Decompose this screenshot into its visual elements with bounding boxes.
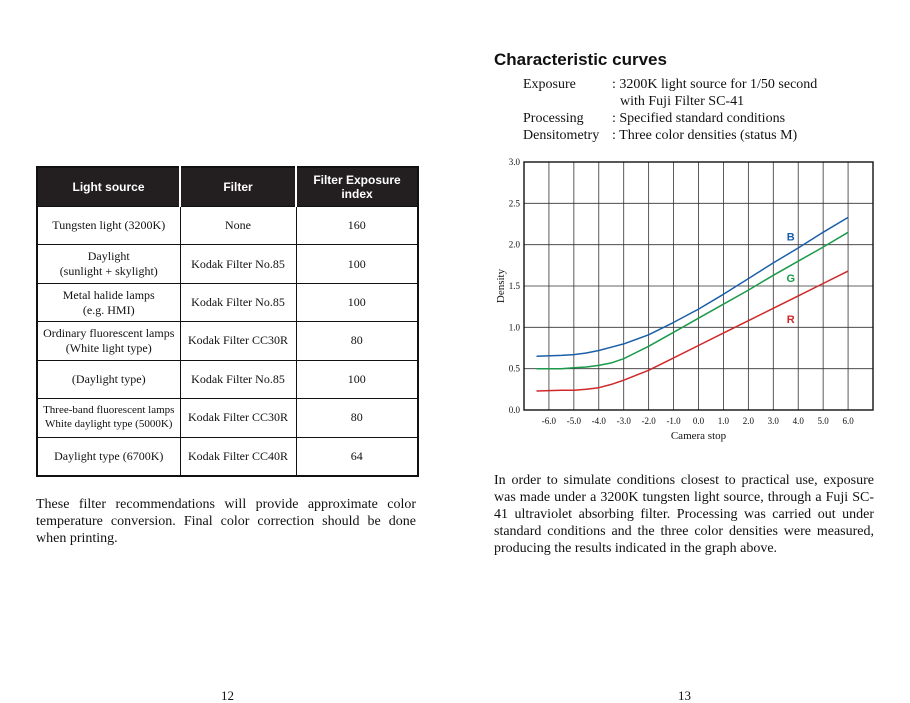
processing-value: : Specified standard conditions: [612, 111, 786, 126]
y-tick-label: 2.0: [508, 239, 520, 250]
light-source-cell: Three-band fluorescent lamps White daylight type (5000K): [37, 399, 180, 437]
light-source-cell: Daylight type (6700K): [37, 437, 180, 476]
light-source-cell: (Daylight type): [37, 360, 180, 398]
y-tick-label: 0.0: [508, 405, 520, 415]
y-tick-label: 1.5: [508, 281, 520, 291]
exposure-index-cell: 160: [296, 207, 418, 245]
exposure-value-2: with Fuji Filter SC-41: [620, 94, 745, 109]
y-tick-label: 3.0: [508, 157, 520, 167]
filter-cell: Kodak Filter CC40R: [180, 437, 296, 476]
processing-label: Processing: [523, 111, 584, 126]
series-line-r: [537, 271, 849, 391]
x-tick-label: -1.0: [666, 416, 681, 426]
filter-cell: Kodak Filter No.85: [180, 360, 296, 398]
light-source-cell: Metal halide lamps (e.g. HMI): [37, 283, 180, 321]
y-tick-label: 1.0: [508, 322, 520, 333]
exposure-index-cell: 100: [296, 283, 418, 321]
densitometry-label: Densitometry: [523, 128, 600, 143]
x-tick-label: 1.0: [717, 416, 730, 426]
exposure-index-cell: 80: [296, 399, 418, 437]
x-tick-label: -6.0: [541, 416, 557, 426]
x-tick-label: -2.0: [641, 416, 656, 426]
x-tick-label: 3.0: [767, 416, 779, 426]
table-row: [37, 437, 418, 476]
exposure-index-cell: 100: [296, 360, 418, 398]
table-row: [37, 322, 418, 360]
filter-table: [36, 166, 419, 477]
table-row: [37, 207, 418, 245]
filter-note: These filter recommendations will provide approximate color temperature conversion. Final color correction should be done when printing.: [36, 497, 416, 546]
filter-cell: Kodak Filter CC30R: [180, 322, 296, 360]
header-filter: Filter: [180, 167, 296, 207]
light-source-cell: Daylight (sunlight + skylight): [37, 245, 180, 283]
table-header-row: [37, 167, 418, 207]
series-label-r: R: [786, 314, 795, 327]
page-number-right: 13: [678, 688, 691, 703]
x-tick-label: -5.0: [566, 416, 581, 426]
x-tick-label: 4.0: [792, 416, 804, 426]
page-title: Characteristic curves: [494, 50, 667, 69]
x-tick-label: -4.0: [591, 416, 606, 426]
light-source-cell: Tungsten light (3200K): [37, 207, 180, 245]
exposure-index-cell: 100: [296, 245, 418, 283]
exposure-index-cell: 80: [296, 322, 418, 360]
table-row: [37, 360, 418, 398]
x-axis-label: Camera stop: [670, 430, 727, 442]
series-line-b: [537, 217, 849, 356]
y-tick-label: 2.5: [508, 198, 520, 209]
page-number-left: 12: [221, 688, 234, 703]
y-tick-label: 0.5: [508, 363, 520, 374]
filter-cell: None: [180, 207, 296, 245]
y-axis-label: Density: [495, 268, 507, 304]
filter-cell: Kodak Filter No.85: [180, 283, 296, 321]
header-exposure-index: Filter Exposure index: [296, 167, 418, 207]
table-row: [37, 283, 418, 321]
characteristic-curves-chart: [478, 152, 888, 452]
light-source-cell: Ordinary fluorescent lamps (White light type): [37, 322, 180, 360]
densitometry-value: : Three color densities (status M): [612, 128, 798, 143]
x-tick-label: 5.0: [817, 416, 829, 426]
table-row: [37, 245, 418, 283]
filter-cell: Kodak Filter CC30R: [180, 399, 296, 437]
series-label-g: G: [786, 272, 796, 285]
exposure-value: : 3200K light source for 1/50 second: [612, 77, 818, 92]
table-row: [37, 399, 418, 437]
x-tick-label: 2.0: [742, 416, 754, 426]
x-tick-label: 6.0: [842, 416, 854, 426]
series-label-b: B: [786, 231, 795, 244]
x-tick-label: 0.0: [692, 416, 705, 426]
x-tick-label: -3.0: [616, 416, 631, 426]
exposure-label: Exposure: [523, 77, 576, 92]
header-light-source: Light source: [37, 167, 180, 207]
filter-cell: Kodak Filter No.85: [180, 245, 296, 283]
chart-note: In order to simulate conditions closest to practical use, exposure was made under a 3200K tungsten light source, through a Fuji SC-41 ultraviolet absorbing filter. Processing was carried out under standard conditions and the three color densities were measured, producing the results indicated in the graph above.: [494, 473, 874, 556]
exposure-index-cell: 64: [296, 437, 418, 476]
